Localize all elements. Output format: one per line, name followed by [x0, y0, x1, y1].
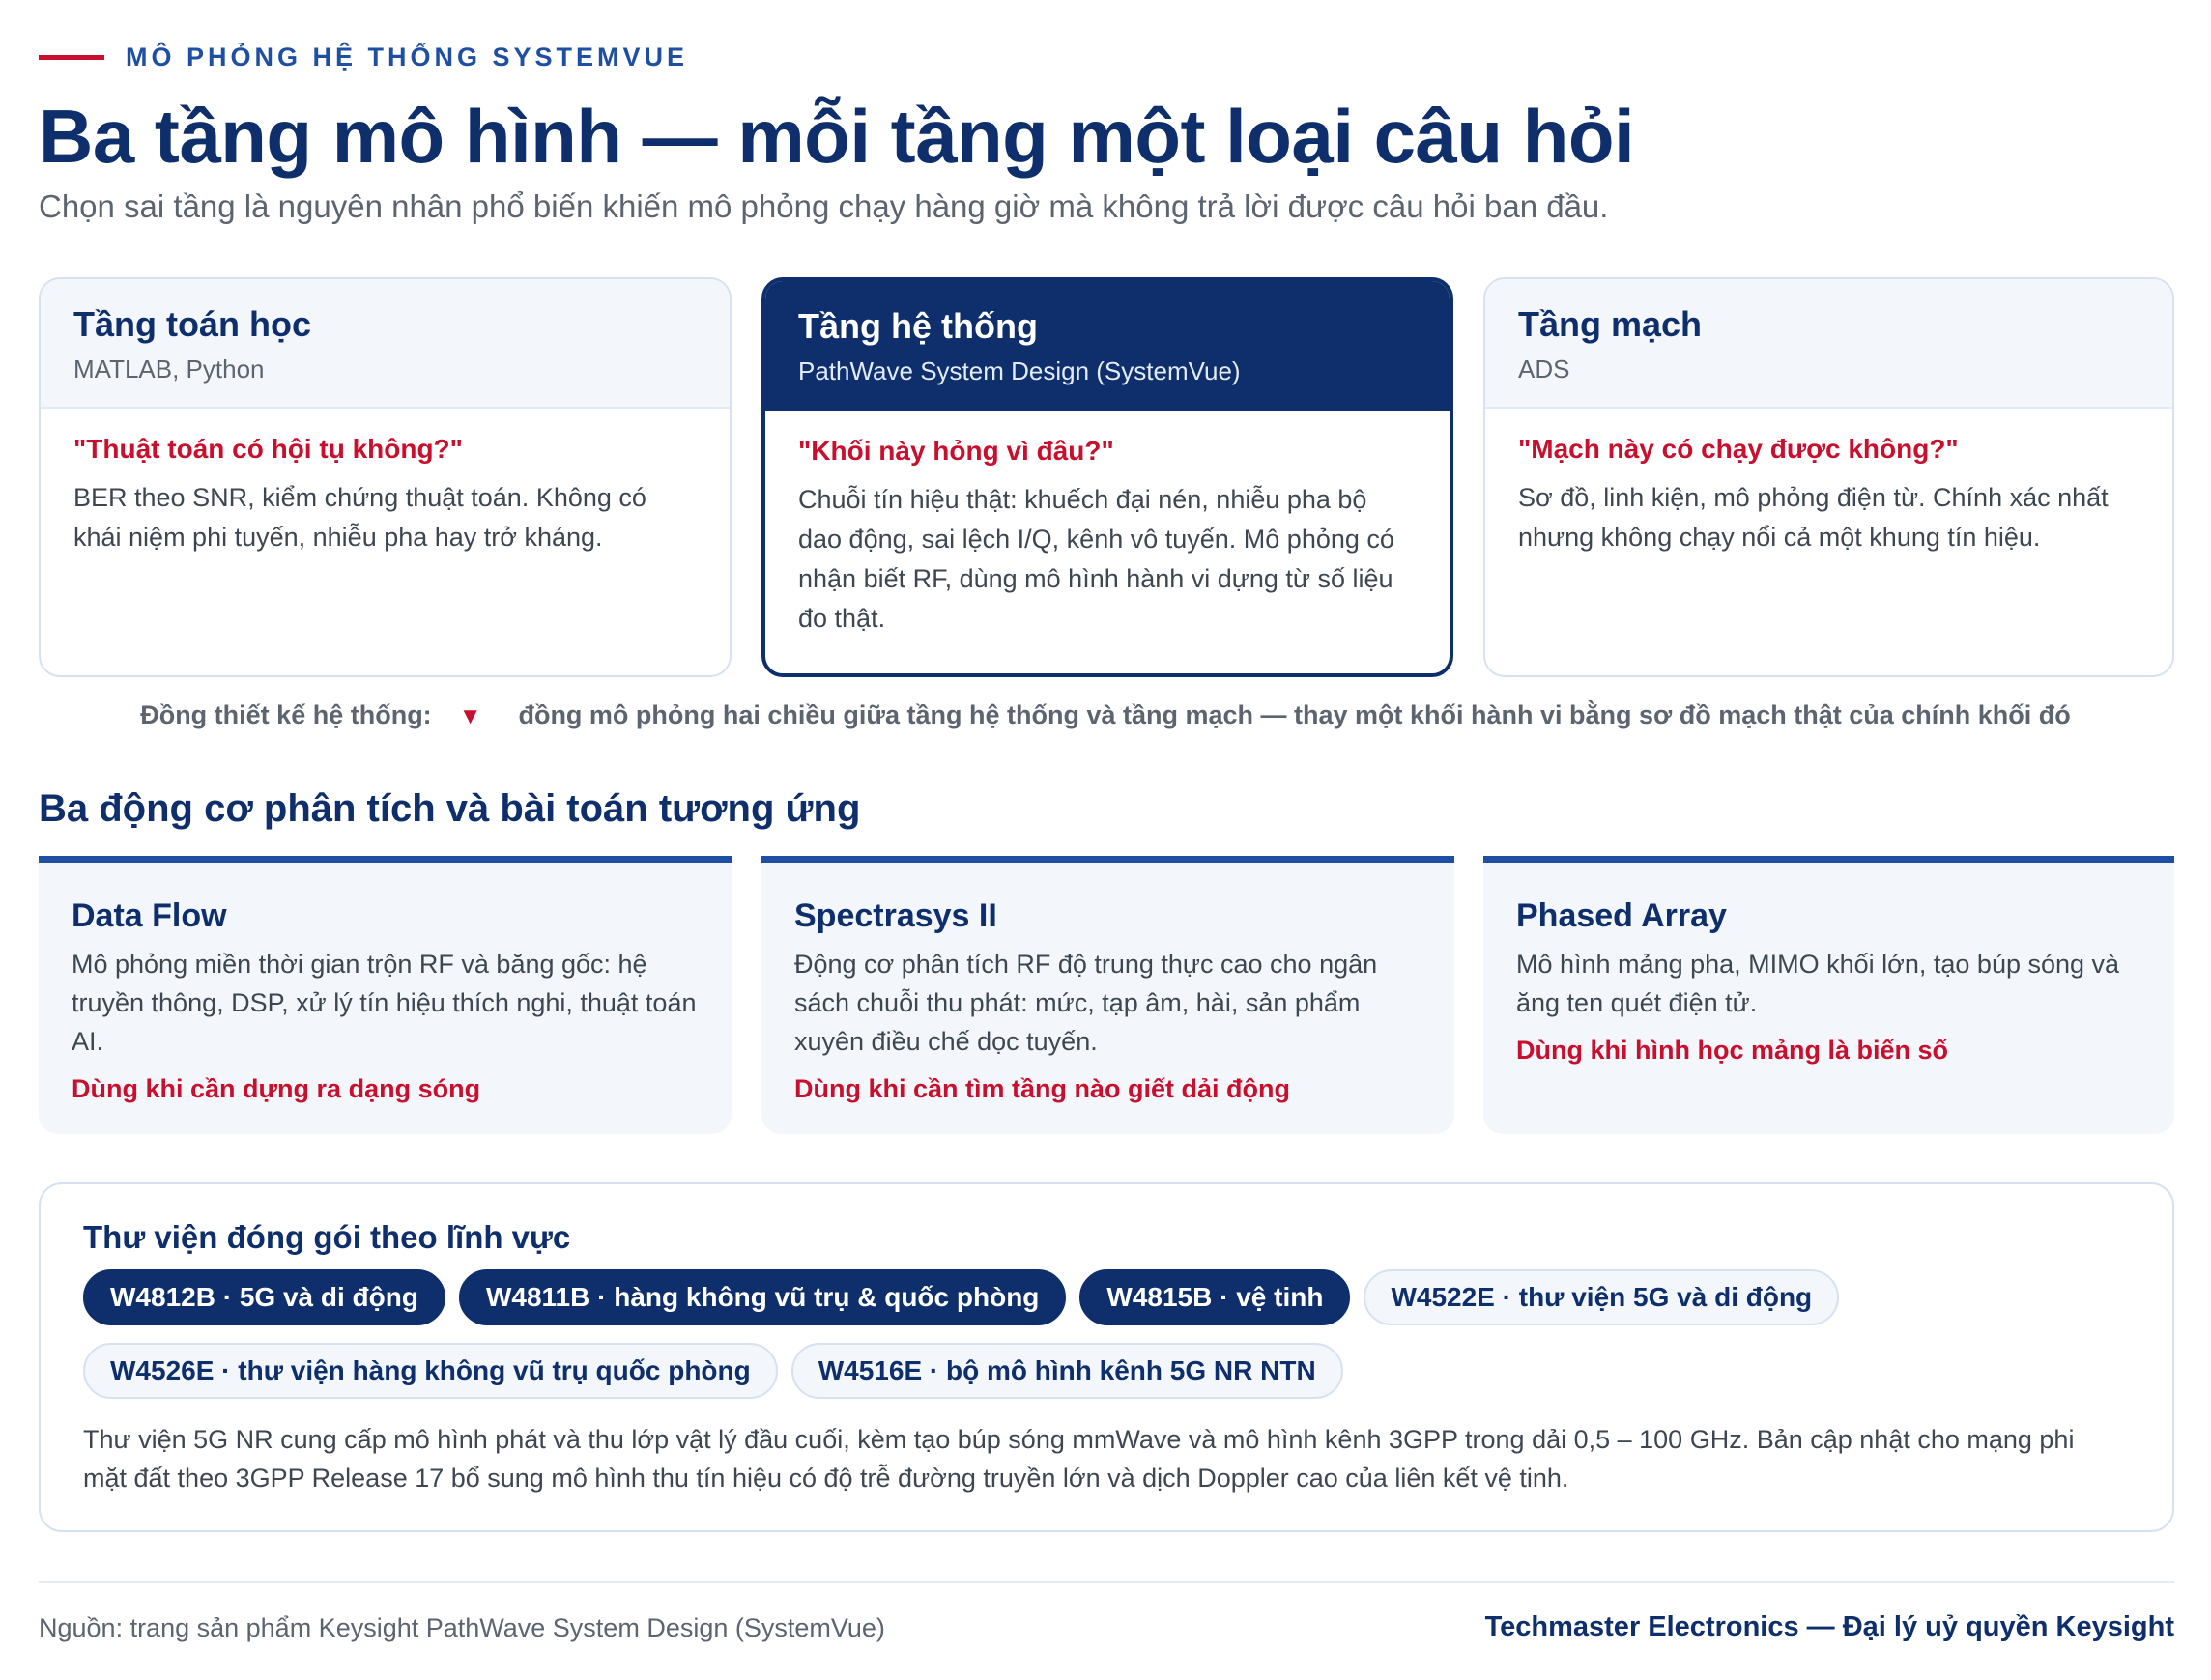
tier-name: Tầng hệ thống	[798, 306, 1038, 346]
codesign-label: Đồng thiết kế hệ thống:	[140, 700, 432, 729]
tier-tools: MATLAB, Python	[73, 355, 265, 384]
tier-card-header	[765, 281, 1450, 411]
tier-card-math	[39, 277, 732, 677]
tier-description: Chuỗi tín hiệu thật: khuếch đại nén, nhiễu pha bộ dao động, sai lệch I/Q, kênh vô tuyến. Mô phỏng có nhận biết RF, dùng mô hình hành vi dựng từ số liệu đo thật.	[798, 485, 1394, 633]
tier-question: "Khối này hỏng vì đâu?"	[798, 436, 1114, 466]
eyebrow-text: MÔ PHỎNG HỆ THỐNG SYSTEMVUE	[126, 43, 689, 71]
tier-card-body	[1485, 409, 2172, 557]
codesign-note	[0, 700, 2211, 730]
engine-card-phased-array	[1483, 856, 2174, 1134]
tier-card-body	[41, 409, 730, 557]
engine-name: Phased Array	[1516, 897, 1727, 934]
footer-brand: Techmaster Electronics — Đại lý uỷ quyền Keysight	[1484, 1611, 2174, 1642]
engine-card-data-flow	[39, 856, 732, 1134]
engine-description: Mô hình mảng pha, MIMO khối lớn, tạo búp sóng và ăng ten quét điện tử.	[1516, 950, 2120, 1017]
engine-description: Mô phỏng miền thời gian trộn RF và băng gốc: hệ truyền thông, DSP, xử lý tín hiệu thích nghi, thuật toán AI.	[72, 950, 697, 1056]
tier-tools: ADS	[1518, 355, 1570, 384]
engine-use-case: Dùng khi hình học mảng là biến số	[1516, 1036, 1949, 1065]
tier-question: "Thuật toán có hội tụ không?"	[73, 434, 463, 464]
engine-name: Data Flow	[72, 897, 227, 934]
tier-card-system	[761, 277, 1453, 677]
footer-source: Nguồn: trang sản phẩm Keysight PathWave System Design (SystemVue)	[39, 1613, 885, 1642]
tier-name: Tầng toán học	[73, 304, 311, 344]
library-title: Thư viện đóng gói theo lĩnh vực	[83, 1219, 571, 1255]
tier-description: BER theo SNR, kiểm chứng thuật toán. Không có khái niệm phi tuyến, nhiễu pha hay trở kháng.	[73, 483, 646, 552]
eyebrow	[39, 43, 688, 72]
footer-divider	[39, 1581, 2174, 1583]
triangle-down-icon: ▼	[458, 703, 482, 729]
eyebrow-accent-bar	[39, 55, 104, 60]
codesign-text: đồng mô phỏng hai chiều giữa tầng hệ thống và tầng mạch — thay một khối hành vi bằng sơ đồ mạch thật của chính khối đó	[518, 700, 2071, 729]
library-chip-list	[83, 1269, 2112, 1416]
tier-description: Sơ đồ, linh kiện, mô phỏng điện từ. Chính xác nhất nhưng không chạy nổi cả một khung tín hiệu.	[1518, 483, 2109, 552]
library-chip[interactable]: W4522E · thư viện 5G và di động	[1364, 1269, 1839, 1325]
tier-cards	[39, 277, 2174, 677]
tier-name: Tầng mạch	[1518, 304, 1703, 344]
engine-use-case: Dùng khi cần dựng ra dạng sóng	[72, 1074, 481, 1103]
engine-description: Động cơ phân tích RF độ trung thực cao cho ngân sách chuỗi thu phát: mức, tạp âm, hài, sản phẩm xuyên điều chế dọc tuyến.	[794, 950, 1378, 1056]
engines-section-title: Ba động cơ phân tích và bài toán tương ứng	[39, 787, 861, 830]
tier-question: "Mạch này có chạy được không?"	[1518, 434, 1959, 464]
library-chip[interactable]: W4812B · 5G và di động	[83, 1269, 445, 1325]
engine-cards	[39, 856, 2174, 1134]
engine-use-case: Dùng khi cần tìm tầng nào giết dải động	[794, 1074, 1290, 1103]
tier-card-body	[765, 411, 1450, 639]
library-panel	[39, 1182, 2174, 1532]
engine-card-spectrasys	[761, 856, 1454, 1134]
library-chip[interactable]: W4516E · bộ mô hình kênh 5G NR NTN	[791, 1343, 1343, 1399]
tier-card-header	[1485, 279, 2172, 409]
library-note: Thư viện 5G NR cung cấp mô hình phát và thu lớp vật lý đầu cuối, kèm tạo búp sóng mmWave và mô hình kênh 3GPP trong dải 0,5 – 100 GHz. Bản cập nhật cho mạng phi mặt đất theo 3GPP Release 17 bổ sung mô hình thu tín hiệu có độ trễ đường truyền lớn và dịch Doppler cao của liên kết vệ tinh.	[83, 1425, 2075, 1493]
page-title: Ba tầng mô hình — mỗi tầng một loại câu hỏi	[39, 94, 1635, 179]
engine-name: Spectrasys II	[794, 897, 997, 934]
library-chip[interactable]: W4811B · hàng không vũ trụ & quốc phòng	[459, 1269, 1066, 1325]
library-chip[interactable]: W4815B · vệ tinh	[1079, 1269, 1350, 1325]
tier-card-header	[41, 279, 730, 409]
page-subtitle: Chọn sai tầng là nguyên nhân phổ biến khiến mô phỏng chạy hàng giờ mà không trả lời được câu hỏi ban đầu.	[39, 188, 1609, 224]
tier-card-circuit	[1483, 277, 2174, 677]
tier-tools: PathWave System Design (SystemVue)	[798, 356, 1241, 385]
library-chip[interactable]: W4526E · thư viện hàng không vũ trụ quốc phòng	[83, 1343, 778, 1399]
